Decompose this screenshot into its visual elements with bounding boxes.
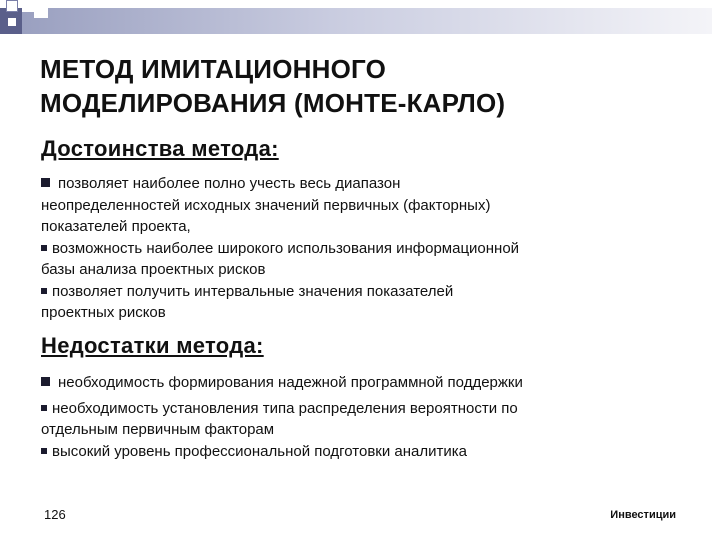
- slide-title-line: МЕТОД ИМИТАЦИОННОГО: [40, 54, 387, 84]
- square-bullet-icon: [41, 245, 47, 251]
- list-item-text: необходимость формирования надежной программной поддержки: [58, 374, 523, 391]
- list-item: [41, 238, 691, 281]
- list-item-text: проектных рисков: [41, 304, 166, 321]
- deco-square: [22, 0, 34, 12]
- slide-title: [40, 52, 680, 120]
- advantages-heading: Достоинства метода:: [41, 136, 279, 161]
- list-item-text: отдельным первичным факторам: [41, 421, 275, 438]
- list-item-text: базы анализа проектных рисков: [41, 261, 266, 278]
- square-bullet-icon: [41, 178, 50, 187]
- advantages-list: [41, 173, 691, 324]
- square-bullet-icon: [41, 448, 47, 454]
- list-item: [41, 173, 691, 238]
- list-item-text: позволяет наиболее полно учесть весь диапазон: [58, 175, 401, 192]
- list-item-text: неопределенностей исходных значений первичных (факторных): [41, 196, 491, 214]
- deco-square: [8, 18, 16, 26]
- list-item-text: показателей проекта,: [41, 218, 191, 235]
- disadvantages-heading: Недостатки метода:: [41, 333, 264, 358]
- list-item-text: высокий уровень профессиональной подготовки аналитика: [52, 442, 467, 460]
- page-number: 126: [44, 507, 66, 522]
- header-gradient-bar: [22, 8, 712, 34]
- list-item: [41, 398, 691, 441]
- list-item: [41, 281, 691, 324]
- square-bullet-icon: [41, 377, 50, 386]
- square-bullet-icon: [41, 405, 47, 411]
- disadvantages-list: [41, 372, 691, 462]
- list-item-text: необходимость установления типа распределения вероятности по: [52, 399, 518, 417]
- footer-label: Инвестиции: [610, 509, 676, 521]
- list-item-text: позволяет получить интервальные значения показателей: [52, 282, 454, 300]
- list-item: [41, 372, 691, 394]
- slide-title-line: МОДЕЛИРОВАНИЯ (МОНТЕ-КАРЛО): [40, 88, 506, 118]
- square-bullet-icon: [41, 288, 47, 294]
- list-item-text: возможность наиболее широкого использования информационной: [52, 239, 520, 257]
- deco-square: [34, 4, 48, 18]
- deco-square: [6, 0, 18, 12]
- list-item: [41, 441, 691, 463]
